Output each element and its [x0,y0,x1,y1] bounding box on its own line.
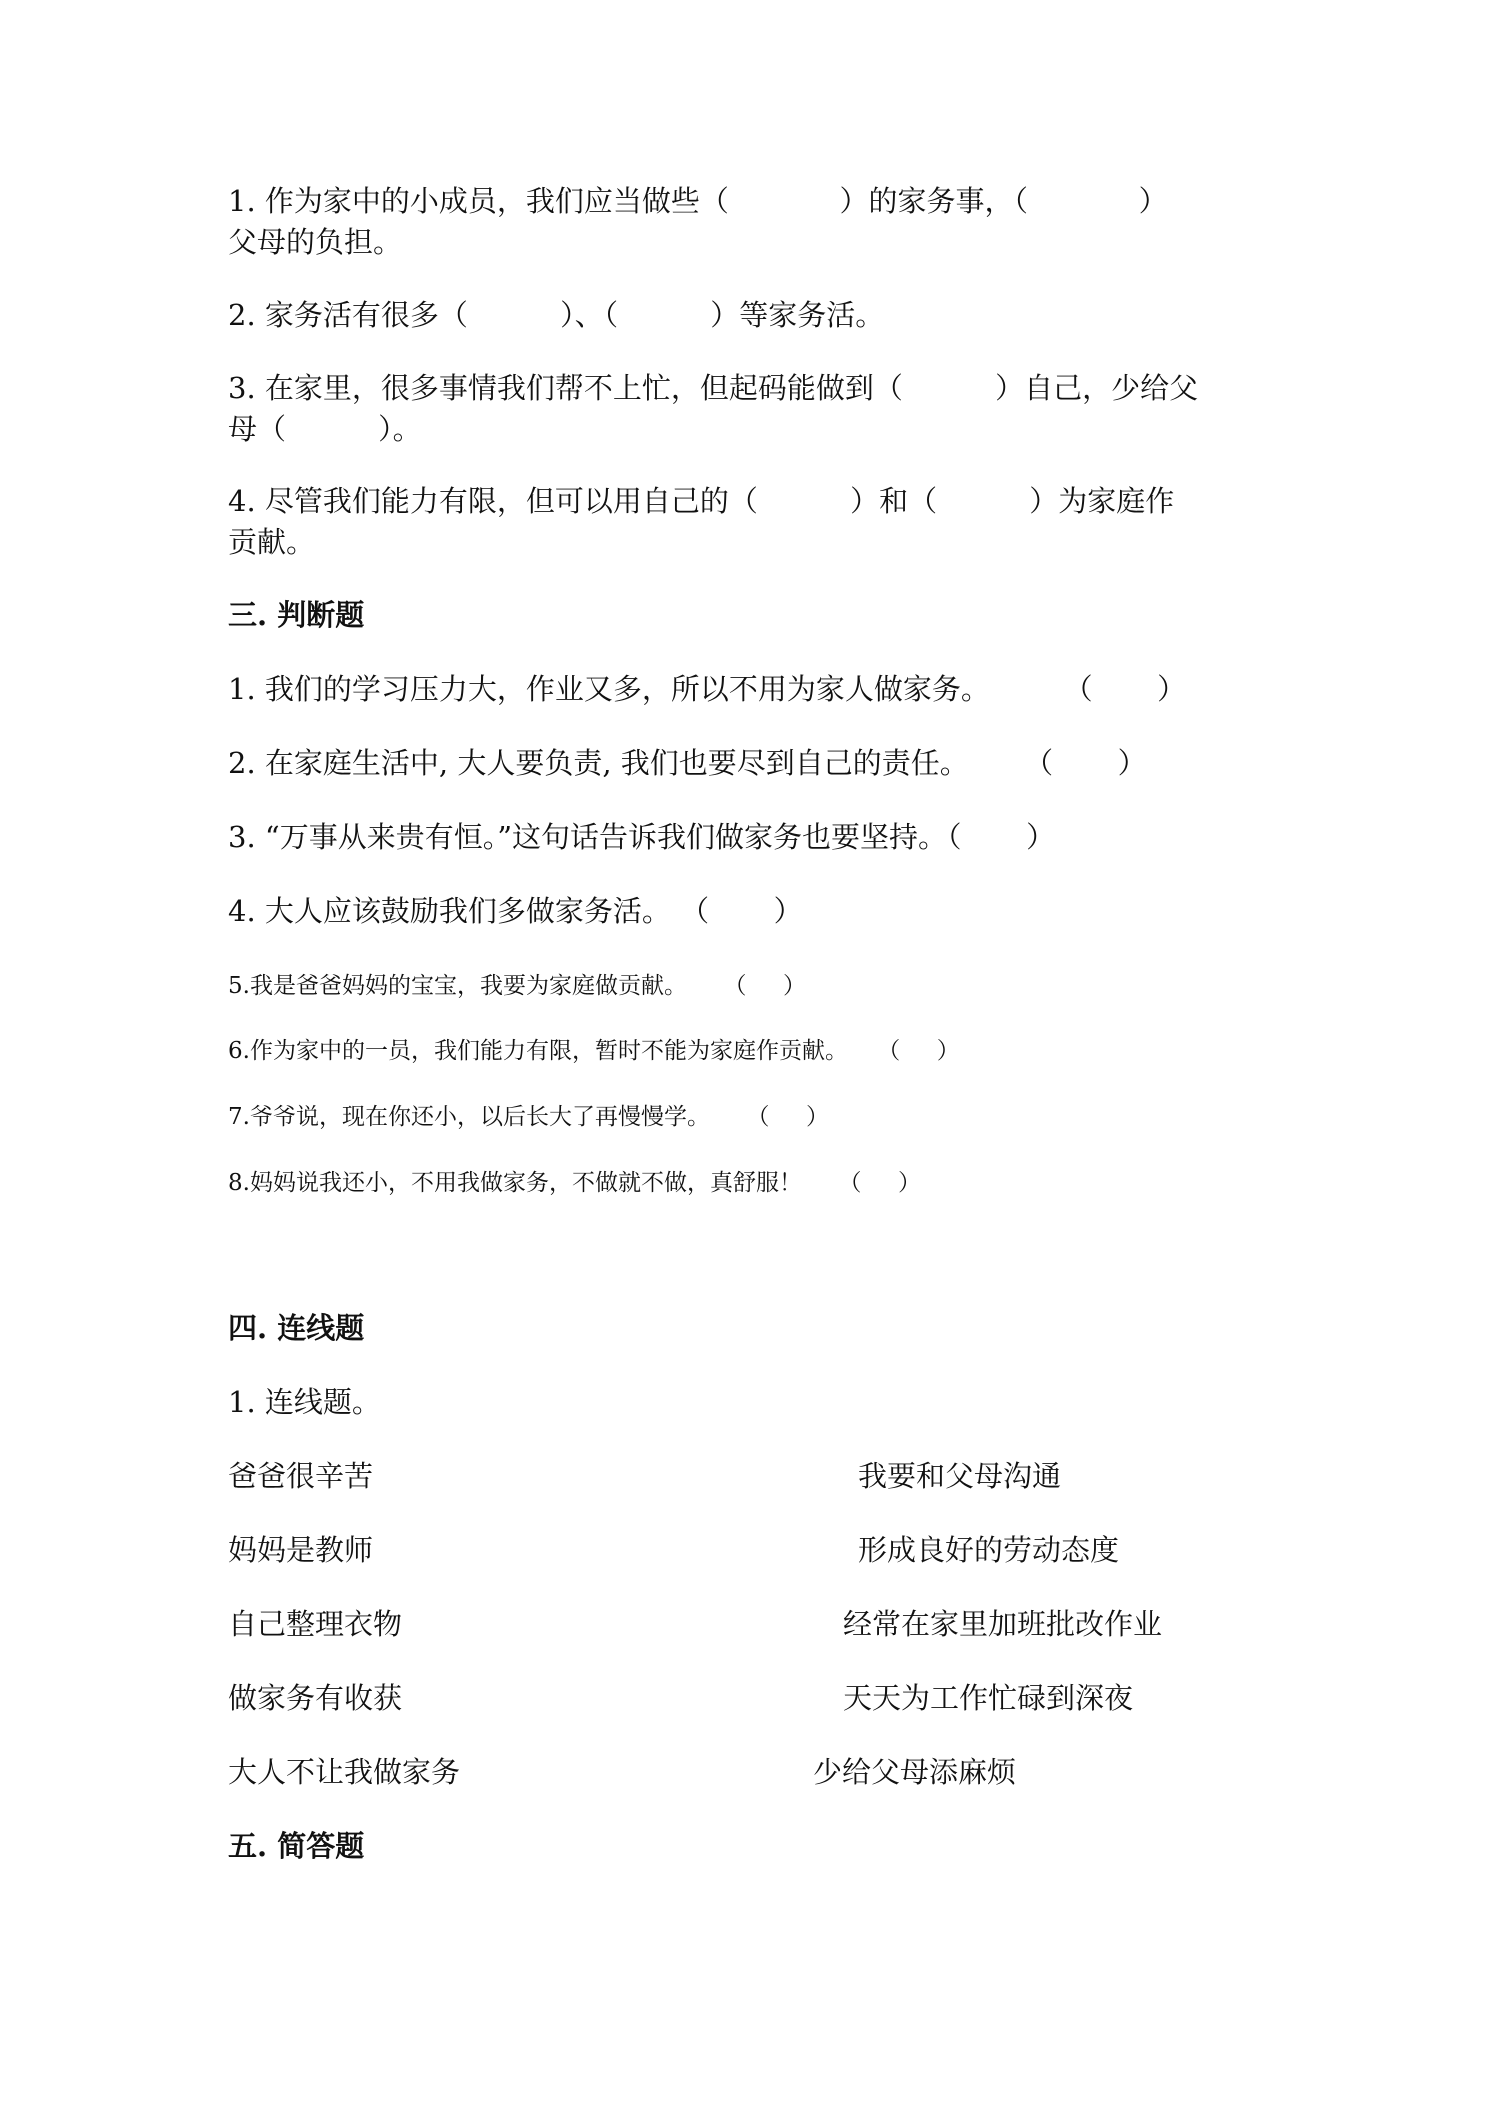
matching-left-3: 自己整理衣物 [228,1607,403,1641]
section-title-judgement: 三. 判断题 [228,598,365,632]
judgement-item-1: 1. 我们的学习压力大，作业又多，所以不用为家人做家务。 （ ） [228,672,1187,706]
fill-in-q1-line1: 1. 作为家中的小成员，我们应当做些（ ）的家务事，（ ） [228,184,1168,218]
judgement-item-4: 4. 大人应该鼓励我们多做家务活。 （ ） [228,894,803,928]
matching-right-2: 形成良好的劳动态度 [858,1533,1120,1567]
matching-right-4: 天天为工作忙碌到深夜 [843,1681,1134,1715]
matching-left-5: 大人不让我做家务 [228,1755,461,1789]
matching-right-1: 我要和父母沟通 [858,1459,1062,1493]
judgement-item-3: 3. “万事从来贵有恒。”这句话告诉我们做家务也要坚持。（ ） [228,820,1056,854]
matching-left-2: 妈妈是教师 [228,1533,374,1567]
fill-in-q2-line1: 2. 家务活有很多（ ）、（ ）等家务活。 [228,298,885,332]
judgement-item-2: 2. 在家庭生活中, 大人要负责, 我们也要尽到自己的责任。 （ ） [228,746,1147,780]
judgement-item-8: 8.妈妈说我还小，不用我做家务，不做就不做，真舒服！ （ ） [228,1170,922,1196]
section-title-matching: 四. 连线题 [228,1311,365,1345]
matching-left-1: 爸爸很辛苦 [228,1459,374,1493]
fill-in-q3-line2: 母（ ）。 [228,412,422,446]
matching-subtitle: 1. 连线题。 [228,1385,381,1419]
matching-right-5: 少给父母添麻烦 [813,1755,1017,1789]
fill-in-q1-line2: 父母的负担。 [228,225,403,259]
judgement-item-7: 7.爷爷说，现在你还小，以后长大了再慢慢学。 （ ） [228,1104,830,1130]
matching-right-3: 经常在家里加班批改作业 [843,1607,1163,1641]
matching-left-4: 做家务有收获 [228,1681,403,1715]
fill-in-q3-line1: 3. 在家里，很多事情我们帮不上忙，但起码能做到（ ）自己，少给父 [228,371,1199,405]
section-title-short-answer: 五. 简答题 [228,1829,365,1863]
fill-in-q4-line1: 4. 尽管我们能力有限，但可以用自己的（ ）和（ ）为家庭作 [228,484,1175,518]
fill-in-q4-line2: 贡献。 [228,525,316,559]
judgement-item-6: 6.作为家中的一员，我们能力有限，暂时不能为家庭作贡献。 （ ） [228,1038,960,1064]
judgement-item-5: 5.我是爸爸妈妈的宝宝，我要为家庭做贡献。 （ ） [228,973,807,999]
